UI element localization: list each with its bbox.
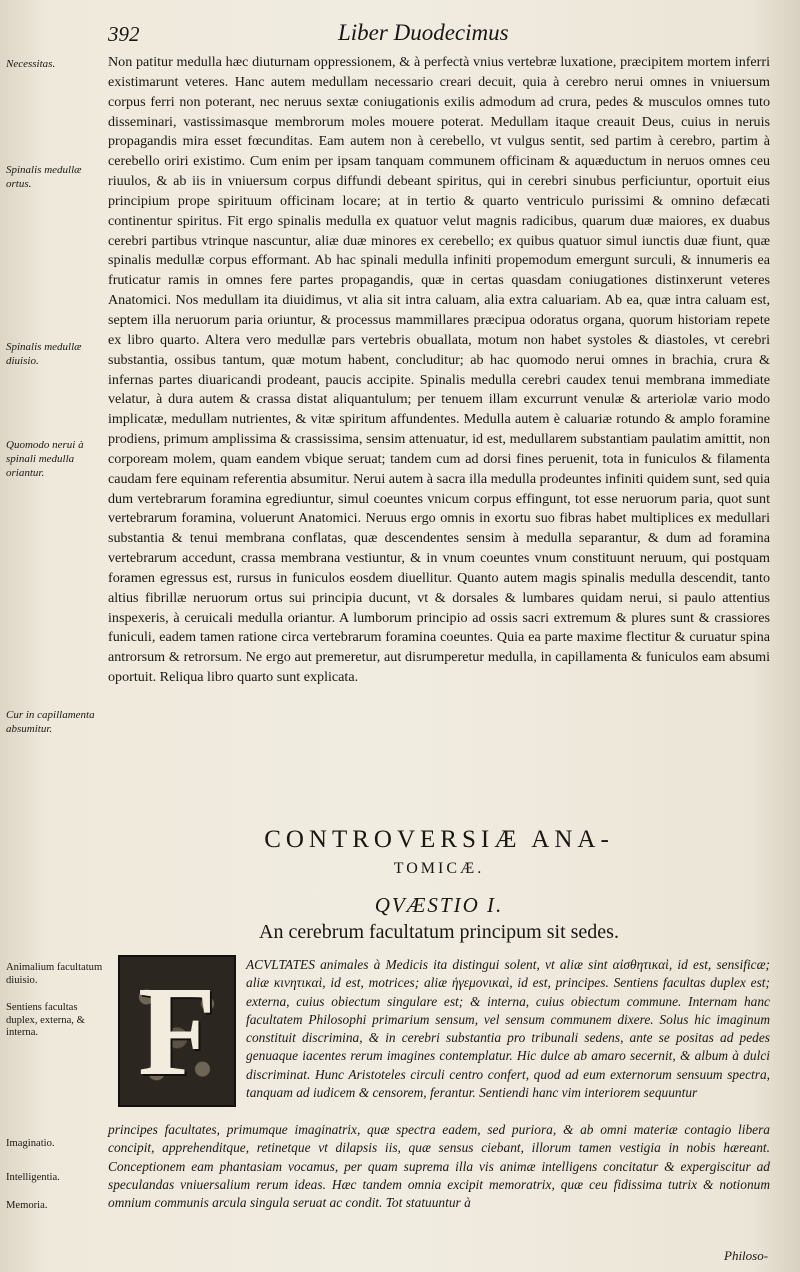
margin-note-memoria: Memoria. [6, 1200, 48, 1211]
main-text-column [108, 53, 770, 688]
initial-letter: F [137, 960, 217, 1102]
margin-note-spinalis-ortus: Spinalis medullæ ortus. [6, 164, 82, 190]
margin-note-imaginatio: Imaginatio. [6, 1138, 55, 1149]
margin-note-cur-capillamenta: Cur in capillamenta absumitur. [6, 709, 95, 735]
main-paragraph: Non patitur medulla hæc diuturnam oppressionem, & à perfectà vnius vertebræ luxatione, præcipitem mortem inferri existimarunt veteres. Hanc autem medullam necessario creari decuit, quia à cerebro nerui omnes in vniuersum corpus ferri non poterant, nec neruus sextæ coniugationis exilis admodum ad crura, pedes & musculos omnes tuto disseminari, vastissimasque membrorum moles mouere poterat. Medullam itaque creauit Deus, cuius in neruis propagandis mira esset fœcunditas. Eam autem non à cerebello, vt vulgus sentit, sed partim à cerebro, partim à cerebello oriri existimo. Cum enim per ipsam tanquam communem officinam & aquæductum in neruos omnes ceu riuulos, & ab iis in vniuersum corpus diffundi debeant spiritus, qui in cerebri sinubus perficiuntur, oportuit eius principium prope spirituum officinam locare; at in tertio & quarto ventriculo purissimi & omnino defæcati continentur spiritus. Fit ergo spinalis medulla ex quatuor velut magnis radicibus, quarum duæ maiores, ex duabus cerebri partibus vtrinque nascuntur, aliæ duæ minores ex cerebello; ex quibus quatuor simul iunctis duæ fiunt, quæ spinalis medullæ corpus efformant. Ab hac spinali medulla infiniti propemodum emergunt surculi, & innumeris ea fruticatur ramis in omnes fere partes propagandis, quæ in certas quasdam coniugationes distinxerunt veteres Anatomici. Nos medullam ita diuidimus, vt alia sit intra caluam, alia extra caluariam. Ab ea, quæ intra caluam est, septem illa neruorum paria oriuntur, & processus mammillares præcipua odoratus organa, quorum historiam repete ex libro quarto. Altera vero medullæ pars vertebris obuallata, motum non habet systoles & diastoles, vt cerebri substantia, ossibus tantum, quæ motum habent, concluditur; ab hac quomodo nerui omnes in brachia, crura & infernas partes diuaricandi prodeant, paucis accipite. Spinalis medulla cerebri caudex tenui membrana immediate velatur, à dura autem & crassa distat aliquantulum; per tenuem illam excurrunt venulæ & arteriolæ vario modo implicatæ, medullam nutrientes, & vitæ spiritum affundentes. Medulla autem è caluariæ rotundo & amplo foramine prodiens, primum amplissima & crassissima, sensim attenuatur, id est, medullarem substantiam paulatim amittit, non corpoream molem, quam eandem vbique seruat; tandem cum ad dorsi fines peruenit, tota in funiculos & filamenta caudam fere equinam referentia absumitur. Nerui autem à sacra illa medulla prodeuntes infiniti quidem sunt, sed quia dum vertebrarum foramina egrediuntur, simul coeuntes vnicum corpus effingunt, tot esse neruorum paria, quot sunt vertebrarum foramina, voluerunt Anatomici. Neruus ergo omnis in exortu suo fibras habet multiplices ex medullari substantia & tenui membrana conflatas, quæ descendentes sensim à medulla separantur, & dum ad foramina vertebrarum accedunt, crassa membrana vestiuntur, & in vnum coeuntes vnum constituunt neruum, qui postquam foramen egressus est, rursus in funiculos eosdem diuellitur. Quanto autem magis spinalis medulla descendit, tanto altius fibrillæ neruorum ortus sui principia ducunt, vt & dorsales & lumbares quidam nerui, si paulo attentius inspexeris, à ceruicali medulla oriantur. A lumborum principio ad ossis sacri extremum & plures sunt & crassiores funiculi, eadem tamen ratione circa vertebrarum foramina coeuntes. Quia ea parte maxime flectitur & curuatur spina antrorsum & retrorsum. Ne ergo aut premeretur, aut disrumperetur medulla, in capillamenta & funiculos eam absumi oportuit. Reliqua libro quarto sunt explicata. [108, 54, 770, 686]
section-heading: CONTROVERSIÆ ANA- [264, 826, 614, 853]
quaestio-paragraph-start: ACVLTATES animales à Medicis ita distingui solent, vt aliæ sint αἰσθητικαὶ, id est, sensificæ; aliæ κινητικαὶ, id est, motrices; aliæ ἡγεμονικαὶ, id est, principes. Sentiens facultas duplex est; externa, cuius obiectum singulare est; & interna, cuius obiectum commune. Internam hanc facultatem Philosophi primarium sensum, vel sensum communem dixere. Solus hic imaginum constituit discrimina, & in cerebri substantia pro tribunali sedens, ante se positas ad pedes genuaque iacentes rerum imagines contemplatur. Hic dulce ab amaro secernit, & album à dulci discriminat. Hunc Aristoteles circuli centro confert, quod ad eum externorum sensuum spectra, tanquam ad iudicem & censorem, ferantur. Sentiendi hanc vim interiorem sequuntur [246, 957, 770, 1101]
catchword: Philoso- [724, 1248, 769, 1263]
quaestio-label: QVÆSTIO I. [374, 893, 504, 917]
quaestio-text-beside-initial [246, 956, 770, 1102]
margin-note-spinalis-divisio: Spinalis medullæ diuisio. [6, 341, 82, 367]
margin-note-sentiens: Sentiens facultas duplex, externa, & interna. [6, 1002, 85, 1038]
margin-note-intelligentia: Intelligentia. [6, 1172, 60, 1183]
quaestio-paragraph-continued: principes facultates, primumque imaginatrix, quæ spectra eadem, sed puriora, & ab omni materiæ contagio libera concipit, apprehenditque, retinetque vt dilapsis iis, quæ sensus ciebant, illorum tamen vestigia in nobis hæreant. Conceptionem eam phantasiam vocamus, per quam suprema illa vis animæ intelligens concitatur & expergiscitur ad speculandas vniuersalium rerum ideas. Hæc tandem omnia excipit memoratrix, quæ ceu fidissima tutrix & notionum omnium communis arcula singula seruat ac condit. Tot statuuntur à [108, 1122, 770, 1211]
running-title: Liber Duodecimus [338, 20, 509, 45]
margin-note-necessitas: Necessitas. [6, 58, 56, 70]
decorated-initial [118, 955, 236, 1107]
quaestio-text-full-width [108, 1121, 770, 1212]
section-heading-continued: TOMICÆ. [393, 860, 485, 877]
question-title: An cerebrum facultatum principum sit sedes. [259, 921, 619, 943]
margin-note-animalium: Animalium facultatum diuisio. [6, 962, 103, 986]
page-number: 392 [108, 22, 140, 46]
margin-note-quomodo-nerui: Quomodo nerui à spinali medulla oriantur. [6, 439, 84, 479]
running-head [108, 22, 788, 50]
